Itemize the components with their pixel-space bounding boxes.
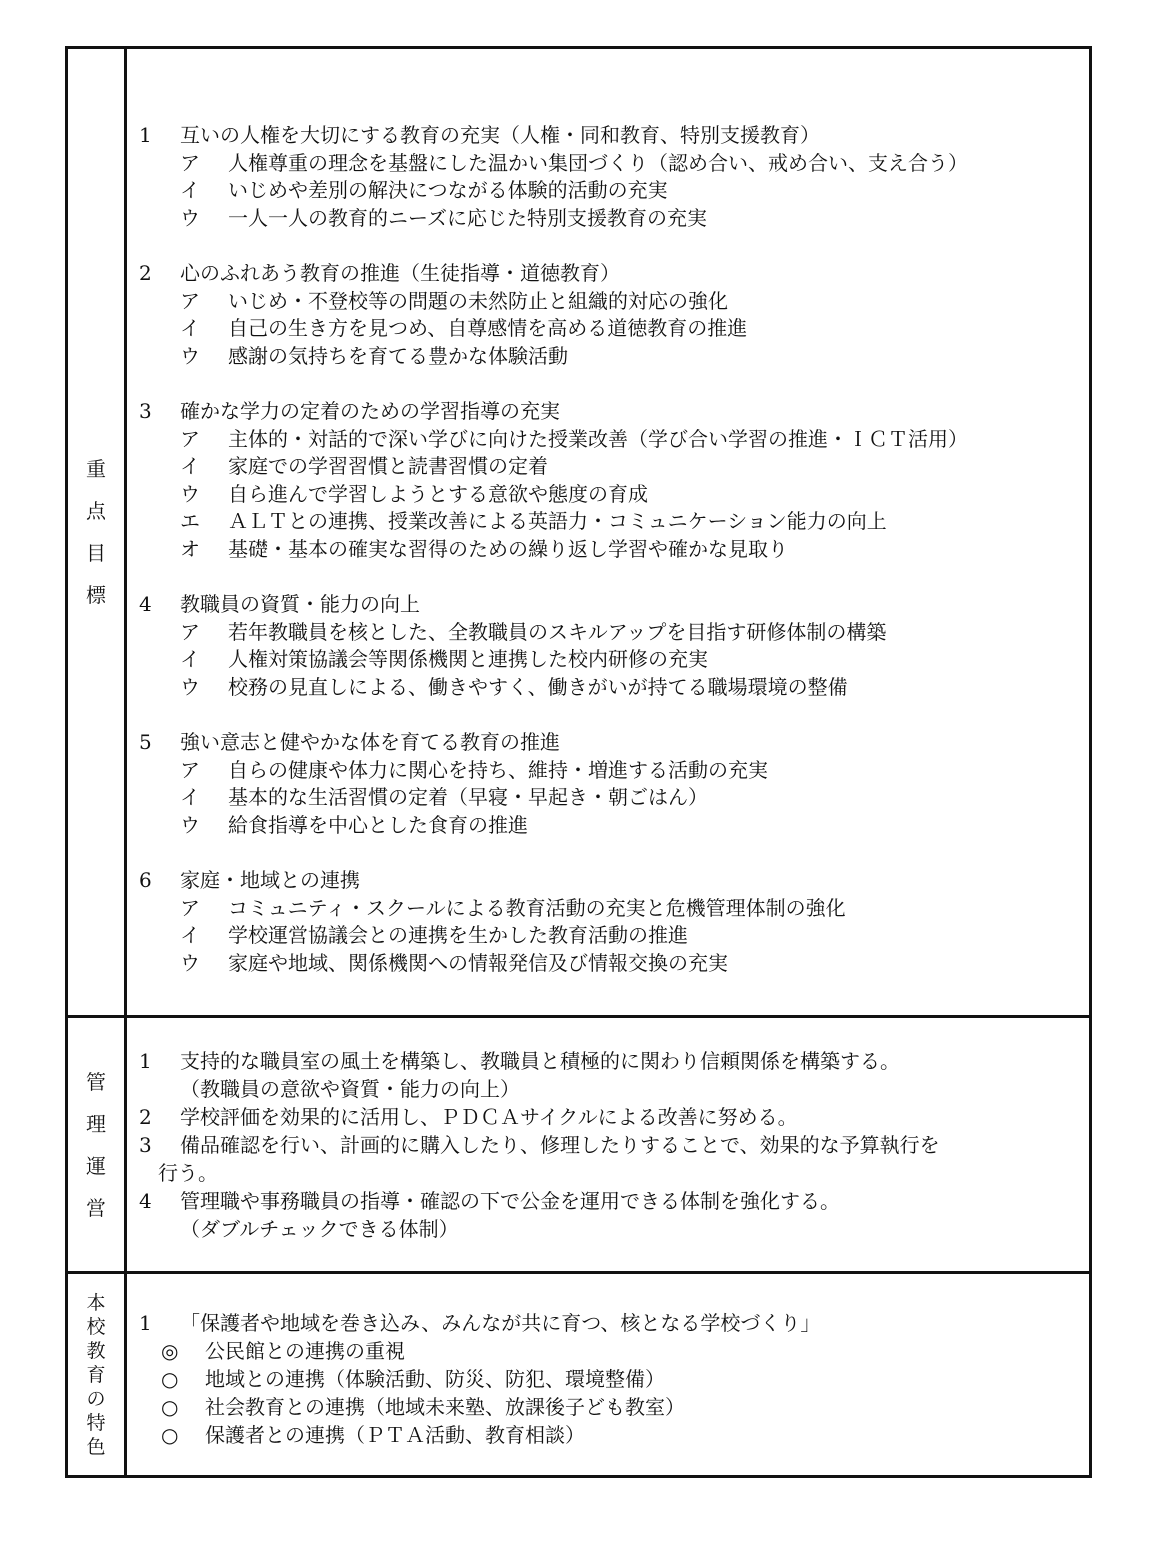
section-heading [139,122,820,148]
item-mark: ウ [180,675,200,699]
management-label [86,1061,106,1229]
item-mark: ウ [180,344,200,368]
item-text: 公民館との連携の重視 [205,1339,405,1363]
item-text: 基礎・基本の確実な習得のための繰り返し学習や確かな見取り [228,537,788,561]
item-text: 人権対策協議会等関係機関と連携した校内研修の充実 [228,647,708,671]
section-title: 確かな学力の定着のための学習指導の充実 [180,399,560,423]
priority-goals-row [68,49,1089,1015]
item-mark: イ [180,316,200,340]
label-char: 点 [86,499,106,523]
item-mark: イ [180,923,200,947]
label-char: 特 [86,1411,106,1434]
item-text: ＡＬＴとの連携、授業改善による英語力・コミュニケーション能力の向上 [228,509,887,533]
list-item [180,288,728,314]
item-continuation: （ダブルチェックできる体制） [180,1217,459,1241]
item-mark: エ [180,509,200,533]
label-char: 校 [86,1315,106,1338]
item-number: 4 [139,1189,152,1213]
item-text: 支持的な職員室の風土を構築し、教職員と積極的に関わり信頼関係を構築する。 [180,1049,900,1073]
item-text: いじめ・不登校等の問題の未然防止と組織的対応の強化 [228,289,728,313]
label-char: 管 [86,1069,106,1094]
item-mark: ○ [161,1367,179,1391]
list-item [180,646,708,672]
item-text: コミュニティ・スクールによる教育活動の充実と危機管理体制の強化 [228,896,846,920]
list-item [180,315,747,341]
section-title: 心のふれあう教育の推進（生徒指導・道徳教育） [180,261,620,285]
item-text: 社会教育との連携（地域未来塾、放課後子ども教室） [205,1395,685,1419]
list-item [139,1104,798,1130]
item-text: 感謝の気持ちを育てる豊かな体験活動 [228,344,568,368]
management-content [127,1018,1089,1271]
item-text: 備品確認を行い、計画的に購入したり、修理したりすることで、効果的な予算執行を [180,1133,940,1157]
item-mark: イ [180,178,200,202]
list-item [161,1366,665,1392]
item-text: 地域との連携（体験活動、防災、防犯、環境整備） [205,1367,665,1391]
label-char: 標 [86,583,106,607]
item-text: 学校運営協議会との連携を生かした教育活動の推進 [228,923,688,947]
section-title: 家庭・地域との連携 [180,868,360,892]
list-item [180,481,648,507]
item-continuation: （教職員の意欲や資質・能力の向上） [180,1077,520,1101]
list-item [180,177,668,203]
item-mark: ア [180,289,200,313]
list-item [161,1394,685,1420]
item-mark: ウ [180,482,200,506]
features-label-cell [68,1274,127,1475]
list-item [180,950,728,976]
item-number: 2 [139,1105,152,1129]
section-title: 強い意志と健やかな体を育てる教育の推進 [180,730,560,754]
list-item [180,757,768,783]
item-mark: ウ [180,206,200,230]
list-item [180,536,788,562]
item-text: 自己の生き方を見つめ、自尊感情を高める道徳教育の推進 [228,316,748,340]
plan-table [65,46,1092,1478]
list-item [180,784,708,810]
list-item [180,453,548,479]
item-text: 家庭での学習習慣と読書習慣の定着 [228,454,548,478]
item-continuation: 行う。 [158,1161,218,1185]
list-item [139,1188,840,1214]
section-title: 互いの人権を大切にする教育の充実（人権・同和教育、特別支援教育） [180,123,820,147]
list-item [180,205,707,231]
list-item [180,895,846,921]
item-mark: ○ [161,1395,179,1419]
label-char: 色 [86,1435,106,1458]
label-char: 営 [86,1195,106,1220]
features-row [68,1271,1089,1475]
list-item [180,426,968,452]
item-mark: オ [180,537,200,561]
list-item [180,619,886,645]
section-heading [139,260,620,286]
item-text: 自らの健康や体力に関心を持ち、維持・増進する活動の充実 [228,758,768,782]
item-mark: ア [180,620,200,644]
item-number: 3 [139,1133,152,1157]
section-number: 6 [139,868,152,892]
list-item [180,343,568,369]
list-item [180,150,968,176]
item-mark: イ [180,454,200,478]
priority-goals-label [86,448,106,616]
section-number: 1 [139,123,152,147]
item-text: 管理職や事務職員の指導・確認の下で公金を運用できる体制を強化する。 [180,1189,840,1213]
section-heading [139,591,420,617]
item-text: 家庭や地域、関係機関への情報発信及び情報交換の充実 [228,951,728,975]
features-label [86,1291,105,1459]
item-mark: ア [180,151,200,175]
item-mark: ア [180,896,200,920]
section-title: 教職員の資質・能力の向上 [180,592,420,616]
label-char: 教 [86,1339,106,1362]
list-item [161,1422,585,1448]
item-text: 主体的・対話的で深い学びに向けた授業改善（学び合い学習の推進・ＩＣＴ活用） [228,427,968,451]
item-text: 人権尊重の理念を基盤にした温かい集団づくり（認め合い、戒め合い、支え合う） [228,151,968,175]
label-char: 育 [86,1363,106,1386]
list-item [139,1132,940,1158]
label-char: 目 [86,541,106,565]
item-mark: ○ [161,1423,179,1447]
section-heading [139,729,560,755]
item-mark: ア [180,427,200,451]
list-item [161,1338,405,1364]
item-mark: イ [180,647,200,671]
item-text: 給食指導を中心とした食育の推進 [228,813,528,837]
section-number: 5 [139,730,152,754]
section-number: 2 [139,261,152,285]
list-item [180,922,688,948]
item-mark: ウ [180,951,200,975]
item-text: 学校評価を効果的に活用し、ＰＤＣＡサイクルによる改善に努める。 [180,1105,798,1129]
label-char: 運 [86,1153,106,1178]
section-number: 4 [139,592,152,616]
management-row [68,1015,1089,1271]
item-number: 1 [139,1049,152,1073]
item-mark: ウ [180,813,200,837]
list-item [139,1048,900,1074]
item-text: 若年教職員を核とした、全教職員のスキルアップを目指す研修体制の構築 [228,620,887,644]
item-text: 保護者との連携（ＰＴＡ活動、教育相談） [205,1423,585,1447]
priority-goals-label-cell [68,49,127,1015]
list-item [180,674,848,700]
list-item [180,812,528,838]
section-heading [139,867,360,893]
label-char: 理 [86,1111,106,1136]
item-mark: ◎ [161,1339,179,1363]
label-char: の [86,1387,106,1410]
section-number: 1 [139,1311,152,1335]
section-title: 「保護者や地域を巻き込み、みんなが共に育つ、核となる学校づくり」 [180,1311,821,1335]
management-label-cell [68,1018,127,1271]
section-heading [139,1310,820,1336]
label-char: 本 [86,1291,106,1314]
item-mark: ア [180,758,200,782]
section-heading [139,398,560,424]
item-text: いじめや差別の解決につながる体験的活動の充実 [228,178,668,202]
list-item [180,508,887,534]
item-text: 校務の見直しによる、働きやすく、働きがいが持てる職場環境の整備 [228,675,848,699]
item-text: 一人一人の教育的ニーズに応じた特別支援教育の充実 [228,206,707,230]
item-text: 基本的な生活習慣の定着（早寝・早起き・朝ごはん） [228,785,708,809]
section-number: 3 [139,399,152,423]
label-char: 重 [86,457,106,481]
item-mark: イ [180,785,200,809]
item-text: 自ら進んで学習しようとする意欲や態度の育成 [228,482,648,506]
priority-goals-content [127,49,1089,1015]
features-content [127,1274,1089,1475]
